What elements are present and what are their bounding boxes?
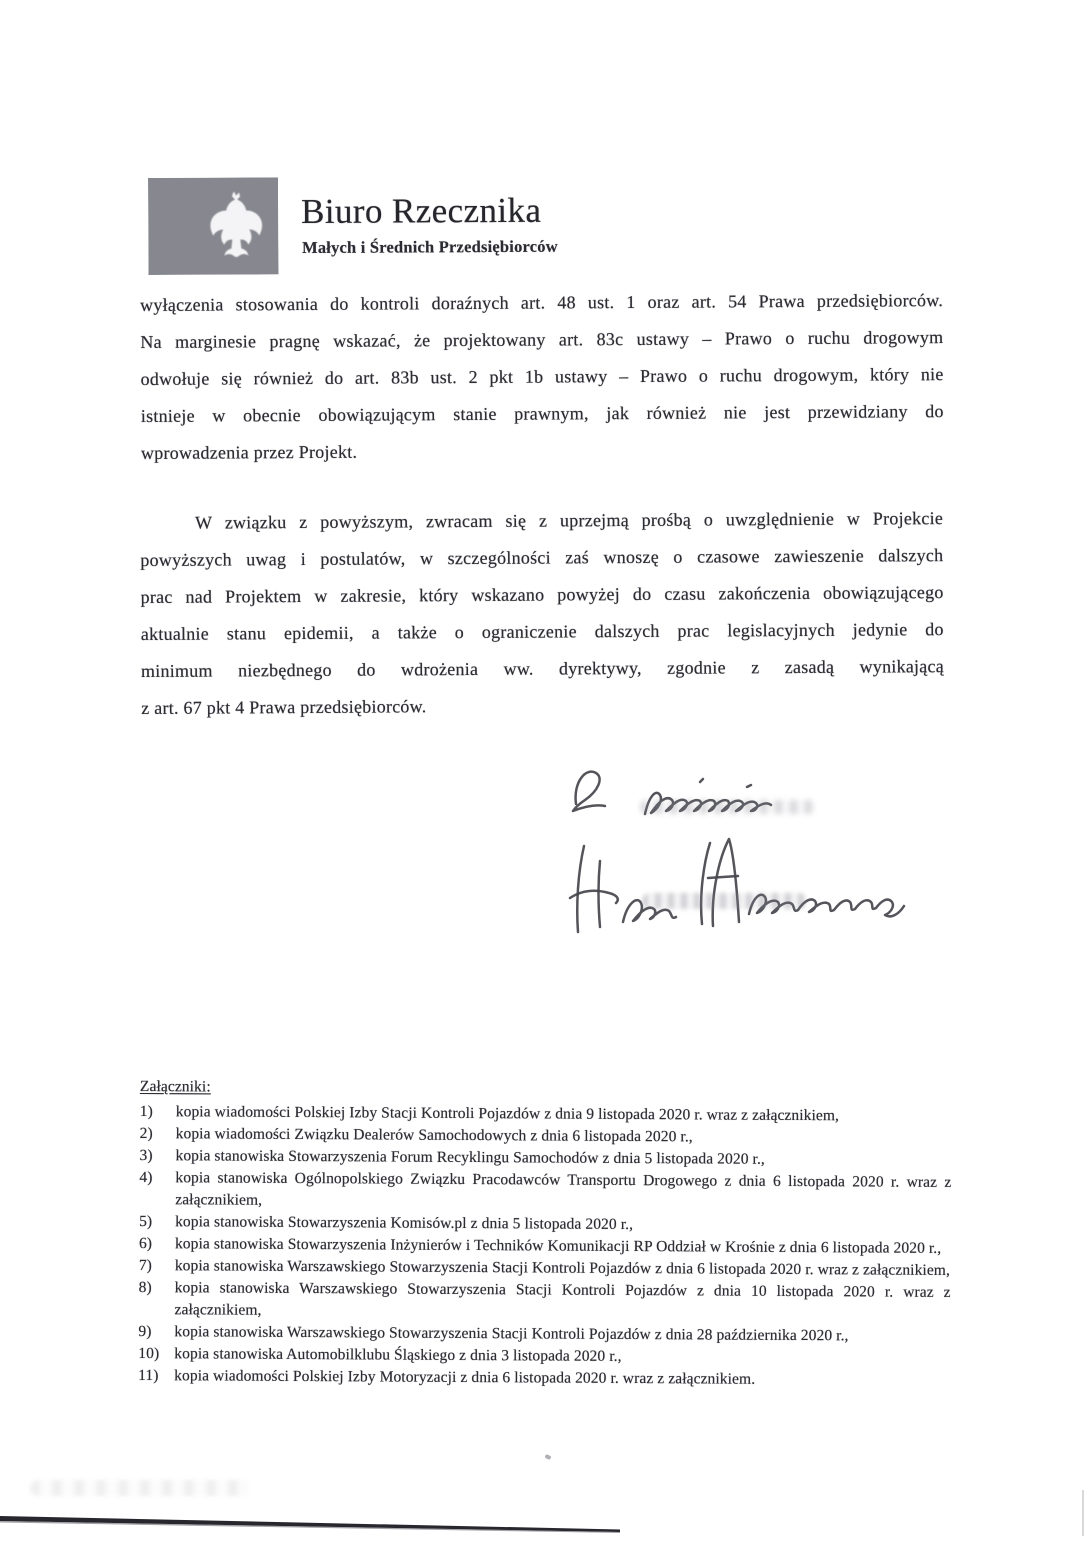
polish-eagle-icon — [148, 177, 279, 275]
attachment-number: 5) — [139, 1212, 153, 1231]
attachment-number: 2) — [139, 1124, 153, 1143]
text-line: istnieje w obecnie obowiązującym stanie prawnym, jak również nie jest przewidziany do — [140, 401, 944, 426]
text-line: aktualnie stanu epidemii, a także o ograniczenie dalszych prac legislacyjnych jedynie do — [140, 619, 944, 644]
text-line: prac nad Projektem w zakresie, który wskazano powyżej do czasu zakończenia obowiązującego — [140, 582, 944, 607]
text-line: W związku z powyższym, zwracam się z uprzejmą prośbą o uwzględnienie w Projekcie — [195, 508, 944, 533]
attachment-number: 8) — [138, 1278, 152, 1297]
attachment-text: kopia wiadomości Polskiej Izby Motoryzacji z dnia 6 listopada 2020 r. wraz z załącznikiem. — [174, 1367, 756, 1388]
attachment-number: 6) — [138, 1234, 153, 1253]
attachments-title: Załączniki: — [139, 1078, 211, 1096]
handwritten-name — [570, 839, 904, 932]
text-line: minimum niezbędnego do wdrożenia ww. dyrektywy, zgodnie z zasadą wynikającą — [140, 656, 945, 681]
attachment-number: 7) — [138, 1256, 153, 1275]
text-line: Na marginesie pragnę wskazać, że projektowany art. 83c ustawy – Prawo o ruchu drogowym — [140, 327, 944, 352]
attachment-item — [139, 1277, 951, 1326]
body-paragraph-1 — [140, 282, 944, 472]
text-line: wyłączenia stosowania do kontroli doraźnych art. 48 ust. 1 oraz art. 54 Prawa przedsiębiorców. — [140, 290, 944, 315]
attachment-number: 9) — [138, 1322, 152, 1341]
attachment-text: kopia wiadomości Związku Dealerów Samochodowych z dnia 6 listopada 2020 r., — [175, 1125, 693, 1146]
body-paragraph-2 — [140, 500, 944, 727]
scan-grime — [30, 1480, 250, 1496]
attachment-text: kopia stanowiska Automobilklubu Śląskiego z dnia 3 listopada 2020 r., — [174, 1345, 622, 1365]
scan-bottom-edge — [0, 1508, 700, 1536]
attachment-text: kopia stanowiska Stowarzyszenia Inżynierów i Techników Komunikacji RP Oddział w Krośnie z dnia 6 listopada 2020 r., — [174, 1235, 942, 1257]
attachment-number: 3) — [139, 1146, 153, 1165]
attachment-number: 1) — [139, 1102, 153, 1121]
attachment-text: kopia stanowiska Stowarzyszenia Komisów.pl z dnia 5 listopada 2020 r., — [175, 1213, 634, 1234]
attachment-number: 11) — [138, 1366, 159, 1385]
faint-ink-smudge — [640, 800, 815, 814]
text-line: odwołuje się również do art. 83b ust. 2 pkt 1b ustawy – Prawo o ruchu drogowym, który nie — [140, 364, 944, 389]
attachment-text: kopia stanowiska Warszawskiego Stowarzyszenia Stacji Kontroli Pojazdów z dnia 28 października 2020 r., — [174, 1323, 849, 1345]
text-line: powyższych uwag i postulatów, w szczególności zaś wnoszę o czasowe zawieszenie dalszych — [140, 545, 944, 570]
scan-speck — [544, 1454, 551, 1460]
attachment-text: kopia stanowiska Warszawskiego Stowarzyszenia Stacji Kontroli Pojazdów z dnia 6 listopada 2020 r. wraz z załącznikiem, — [174, 1257, 951, 1279]
attachment-text: kopia stanowiska Ogólnopolskiego Związku Pracodawców Transportu Drogowego z dnia 6 listopada 2020 r. wraz z załącznikiem, — [175, 1169, 952, 1209]
attachments-section — [138, 1076, 952, 1392]
attachment-text: kopia wiadomości Polskiej Izby Stacji Kontroli Pojazdów z dnia 9 listopada 2020 r. wraz z załącznikiem, — [175, 1103, 840, 1125]
handwritten-signature-icon — [550, 742, 930, 952]
text-line: wprowadzenia przez Projekt. — [140, 441, 358, 463]
attachment-text: kopia stanowiska Stowarzyszenia Forum Recyklingu Samochodów z dnia 5 listopada 2020 r., — [175, 1147, 765, 1168]
attachment-text: kopia stanowiska Warszawskiego Stowarzyszenia Stacji Kontroli Pojazdów z dnia 10 listopada 2020 r. wraz z załącznikiem, — [174, 1279, 951, 1319]
attachment-number: 4) — [139, 1168, 153, 1187]
faint-stamp-smudge — [642, 893, 807, 909]
attachment-item — [139, 1167, 951, 1216]
signature-block — [550, 742, 930, 952]
attachment-number: 10) — [138, 1344, 160, 1363]
attachment-item — [138, 1365, 950, 1392]
scan-right-edge — [1082, 1490, 1084, 1536]
org-subtitle: Małych i Średnich Przedsiębiorców — [302, 236, 558, 257]
org-name: Biuro Rzecznika — [301, 190, 542, 231]
org-emblem — [148, 177, 279, 275]
attachments-list — [138, 1101, 952, 1392]
text-line: z art. 67 pkt 4 Prawa przedsiębiorców. — [141, 696, 427, 718]
